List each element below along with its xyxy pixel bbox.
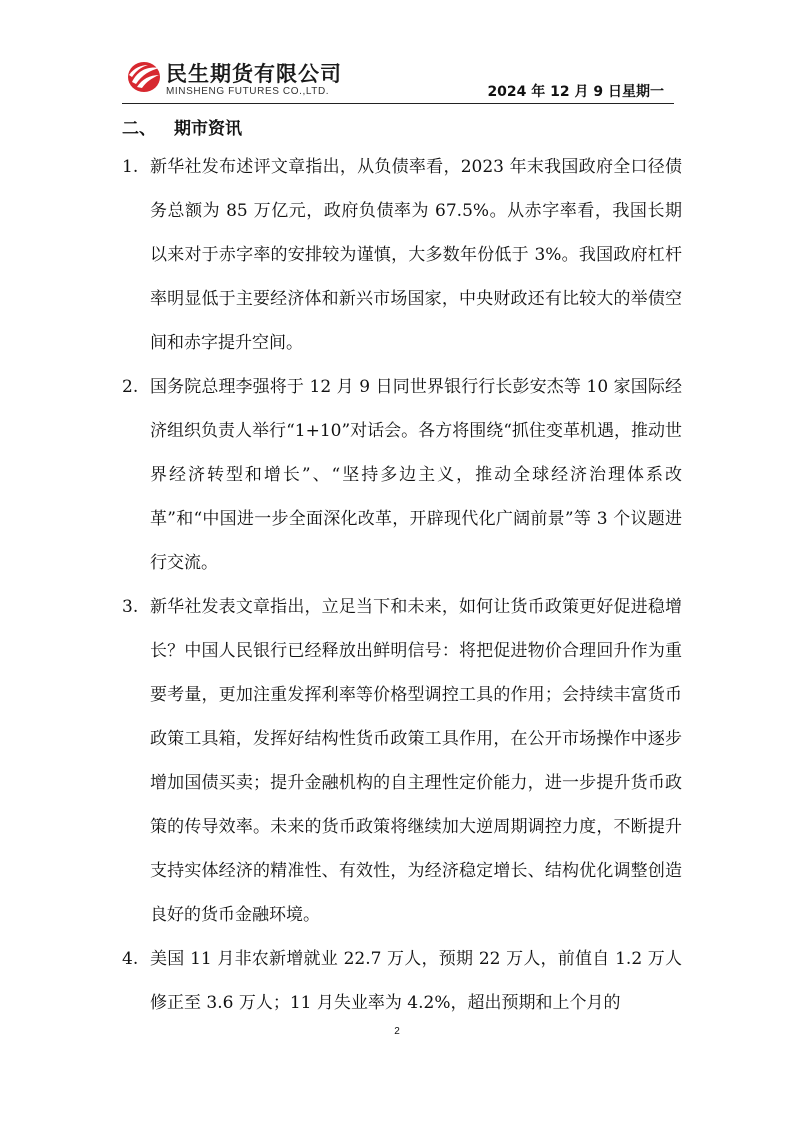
news-item-number: 1. [122, 157, 139, 177]
news-item-number: 2. [122, 377, 139, 397]
news-item-number: 4. [122, 949, 139, 969]
company-name-cn: 民生期货有限公司 [166, 62, 342, 86]
section-title: 期市资讯 [174, 119, 242, 139]
section-heading [122, 114, 242, 139]
news-item [122, 145, 682, 365]
page-number: 2 [394, 1026, 400, 1037]
news-item [122, 585, 682, 937]
news-item-number: 3. [122, 597, 139, 617]
page-header [122, 52, 674, 104]
news-item [122, 365, 682, 585]
news-item-text: 新华社发布述评文章指出，从负债率看，2023 年末我国政府全口径债务总额为 85 万亿元，政府负债率为 67.5%。从赤字率看，我国长期以来对于赤字率的安排较为谨慎，大多数年份低于 3%。我国政府杠杆率明显低于主要经济体和新兴市场国家，中央财政还有比较大的举债空间和赤字提升空间。 [150, 157, 682, 353]
news-item-text: 国务院总理李强将于 12 月 9 日同世界银行行长彭安杰等 10 家国际经济组织负责人举行“1+10”对话会。各方将围绕“抓住变革机遇，推动世界经济转型和增长”、“坚持多边主义，推动全球经济治理体系改革”和“中国进一步全面深化改革，开辟现代化广阔前景”等 3 个议题进行交流。 [150, 377, 682, 573]
news-list [122, 145, 682, 1025]
header-divider [122, 103, 674, 104]
news-item [122, 937, 682, 1025]
news-item-text: 美国 11 月非农新增就业 22.7 万人，预期 22 万人，前值自 1.2 万人修正至 3.6 万人；11 月失业率为 4.2%，超出预期和上个月的 [150, 949, 682, 1013]
minsheng-logo-icon [126, 56, 164, 96]
section-number: 二、 [122, 119, 156, 139]
news-item-text: 新华社发表文章指出，立足当下和未来，如何让货币政策更好促进稳增长？中国人民银行已经释放出鲜明信号：将把促进物价合理回升作为重要考量，更加注重发挥利率等价格型调控工具的作用；会持续丰富货币政策工具箱，发挥好结构性货币政策工具作用，在公开市场操作中逐步增加国债买卖；提升金融机构的自主理性定价能力，进一步提升货币政策的传导效率。未来的货币政策将继续加大逆周期调控力度，不断提升支持实体经济的精准性、有效性，为经济稳定增长、结构优化调整创造良好的货币金融环境。 [150, 597, 682, 925]
company-logo [122, 56, 372, 100]
company-name-en: MINSHENG FUTURES CO.,LTD. [166, 86, 330, 97]
report-date: 2024 年 12 月 9 日星期一 [487, 84, 664, 100]
